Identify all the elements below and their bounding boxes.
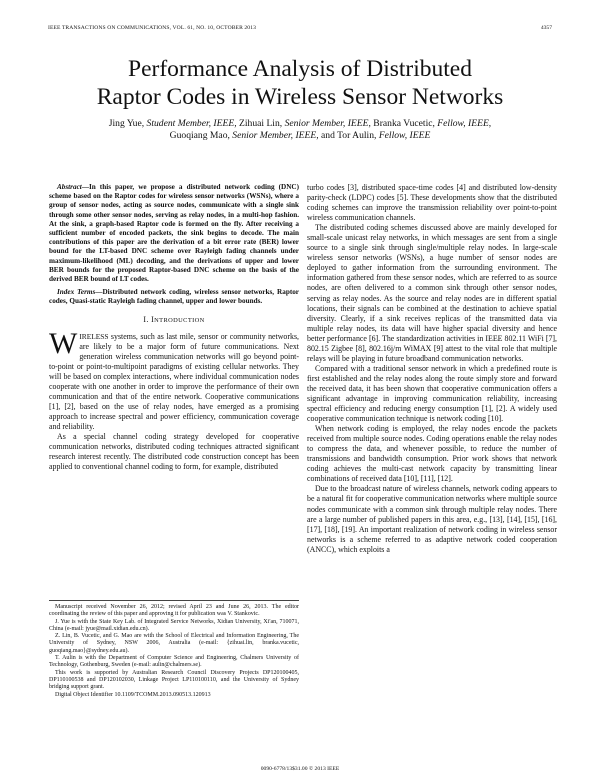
abstract-text: —In this paper, we propose a distributed network coding (DNC) scheme based on the Raptor codes for wireless sensor networks (WSNs), where a group of sensor nodes, acting as source nodes, communicate with a single sink through some other sensor nodes, serving as relay nodes, in a multi-hop fashion. At the sink, a graph-based Raptor code is formed on the fly. After receiving a sufficient number of encoded packets, the sink begins to decode. The main contributions of this paper are the derivation of a bit error rate (BER) lower bound for the LT-based DNC scheme over Rayleigh fading channels under maximum-likelihood (ML) decoding, and the derivations of upper and lower BER bounds for the proposed Raptor-based DNC scheme on the basis of the derived BER bound of LT codes. bbox=[49, 183, 299, 284]
footnote: Z. Lin, B. Vucetic, and G. Mao are with the School of Electrical and Information Engineering, The University of Sydney, NSW 2006, Australia (e-mail: {zihuai.lin, branka.vucetic, guoqiang.mao}@sydney.edu.au). bbox=[49, 633, 299, 654]
left-column bbox=[49, 183, 299, 472]
author-line-1 bbox=[40, 118, 560, 130]
footnote: T. Aulin is with the Department of Computer Science and Engineering, Chalmers University of Technology, Gothenburg, Sweden (e-mail: aulin@chalmers.se). bbox=[49, 655, 299, 669]
author-affiliation: Student Member, IEEE, bbox=[146, 118, 237, 129]
footnote: J. Yue is with the State Key Lab. of Integrated Service Networks, Xidian University, Xi'an, 710071, China (e-mail: jyue@mail.xidian.edu.cn). bbox=[49, 618, 299, 632]
footnote: Digital Object Identifier 10.1109/TCOMM.2013.090513.120913 bbox=[55, 691, 211, 698]
author-name: Branka Vucetic, bbox=[370, 118, 438, 129]
abstract-label: Abstract bbox=[57, 183, 82, 191]
body-paragraph: When network coding is employed, the relay nodes encode the packets received from multiple source nodes. Coding operations enable the relay nodes to compress the data, and whenever possible, to reduce the number of transmissions and bandwidth consumption. Prior work shows that network coding achieves the multi-cast network capacity by transmitting linear combinations of received data [10], [11], [12]. bbox=[307, 424, 557, 484]
section-heading bbox=[49, 315, 299, 326]
intro-first-word: IRELESS bbox=[79, 331, 109, 341]
author-name: Guoqiang Mao, bbox=[169, 130, 233, 141]
footnotes bbox=[49, 600, 299, 699]
paper-title-line-1: Performance Analysis of Distributed bbox=[128, 56, 472, 82]
intro-paragraph-2: As a special channel coding strategy developed for cooperative communication networks, distributed coding techniques attracted significant research interest recently. The distributed code construction concept has been applied to conventional channel coding to form, for example, distributed bbox=[49, 432, 299, 472]
footnote: This work is supported by Australian Research Council Discovery Projects DP120100405, DP110100538 and DP120102030, Linkage Project LP110100110, and the University of Sydney bridging support grant. bbox=[49, 669, 299, 691]
author-line-2 bbox=[40, 130, 560, 142]
section-title-rest: NTRODUCTION bbox=[154, 316, 205, 324]
body-paragraph: The distributed coding schemes discussed above are mainly developed for small-scale unicast relay networks, in which messages are sent from a single source to a single sink through single/multiple relay nodes. In large-scale wireless sensor networks (WSNs), a huge number of sensor nodes are deployed to gather information from the surrounding environment. The information gathered from these sensor nodes, which are referred to as source nodes, are often delivered to a common sink through other sensor nodes, serving as relay nodes. As the source and relay nodes are in different spatial locations, their signals can be combined at the destination to achieve spatial diversity. Clearly, if a sink receives replicas of the transmitted data via multiple relay nodes, its data will have higher spacial diversity and hence better performance [6]. The standardization activities in IEEE 802.11 WiFi [7], 802.15 Zigbee [8], 802.16j/m WiMAX [9] attest to the vital role that multiple relays will be playing in future broadband communication networks. bbox=[307, 223, 557, 363]
author-affiliation: Senior Member, IEEE, bbox=[284, 118, 371, 129]
author-name: and Tor Aulin, bbox=[318, 130, 379, 141]
drop-cap: W bbox=[49, 326, 78, 360]
copyright-footer: 0090-6778/13$31.00 © 2013 IEEE bbox=[260, 766, 340, 772]
section-title-initial: I bbox=[151, 314, 155, 324]
body-paragraph: Compared with a traditional sensor network in which a predefined route is first established and the relay nodes along the route simply store and forward the received data, it has been shown that cooperative communication offers a significant advantage in improving communication reliability, increasing spectral efficiency and reducing energy consumption [1], [2]. A widely used cooperative communication technique is network coding [10]. bbox=[307, 363, 557, 424]
author-affiliation: Fellow, IEEE, bbox=[437, 118, 492, 129]
intro-paragraph-1 bbox=[49, 326, 299, 432]
author-affiliation: Senior Member, IEEE, bbox=[232, 130, 319, 141]
body-paragraph: Due to the broadcast nature of wireless channels, network coding appears to be a natural fit for cooperative communication networks where multiple source nodes communicate with a common sink through multiple relay nodes. There are a large number of published papers in this area, e.g., [13], [14], [15], [16], [17], [18], [19]. An important realization of network coding in wireless sensor networks is a scheme referred to as adaptive network coded cooperation (ANCC), which exploits a bbox=[307, 484, 557, 554]
author-name: Zihuai Lin, bbox=[236, 118, 285, 129]
page-number: 4357 bbox=[540, 25, 552, 31]
right-column bbox=[307, 183, 557, 555]
running-header: IEEE TRANSACTIONS ON COMMUNICATIONS, VOL. 61, NO. 10, OCTOBER 2013 bbox=[48, 25, 256, 31]
abstract bbox=[49, 183, 299, 284]
paper-title-line-2: Raptor Codes in Wireless Sensor Networks bbox=[96, 84, 504, 110]
intro-text: systems, such as last mile, sensor or community networks, are likely to be a major form of future communications. Next generation wireless communication networks will go beyond point-to-point or point-to-multipoint paradigms of existing cellular networks. They will be based on complex interactions, where individual communication nodes cooperate with one another in order to improve the performance of their own communication and that of the entire network. Cooperative communications [1], [2], based on the use of relay nodes, have emerged as a promising approach to increase spectral and power efficiency, communication coverage and reliability. bbox=[49, 331, 299, 432]
author-affiliation: Fellow, IEEE bbox=[378, 130, 431, 141]
author-name: Jing Yue, bbox=[108, 118, 147, 129]
index-terms bbox=[49, 288, 299, 306]
body-paragraph: turbo codes [3], distributed space-time codes [4] and distributed low-density parity-check (LDPC) codes [5]. These developments show that the distributed coding schemes can improve the transmission reliability over point-to-point wireless communication channels. bbox=[307, 183, 557, 223]
index-terms-label: Index Terms bbox=[57, 288, 96, 297]
index-terms-text: —Distributed network coding, wireless sensor networks, Raptor codes, Quasi-static Rayleigh fading channel, upper and lower bounds. bbox=[49, 288, 299, 306]
section-number: I. bbox=[143, 314, 152, 324]
footnote: Manuscript received November 26, 2012; revised April 23 and June 26, 2013. The editor coordinating the review of this paper and approving it for publication was V. Stankovic. bbox=[49, 604, 299, 618]
